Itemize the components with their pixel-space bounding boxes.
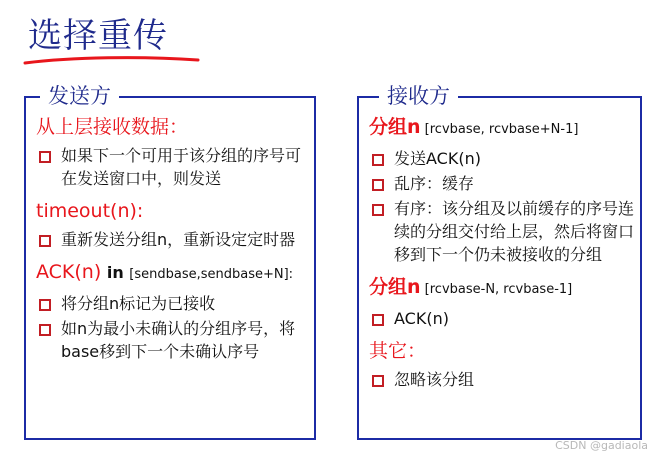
- prev-window-range: [rcvbase-N, rcvbase-1]: [420, 282, 573, 297]
- item-text: 发送ACK(n): [394, 149, 481, 168]
- packet-label: 分组n: [369, 116, 421, 138]
- square-bullet-icon: [372, 314, 384, 326]
- sender-head-from-upper: 从上层接收数据：: [36, 116, 189, 138]
- window-range: [rcvbase, rcvbase+N-1]: [420, 122, 579, 137]
- item-text: 忽略该分组: [394, 370, 475, 389]
- list-item: [369, 368, 634, 391]
- item-text: 重新发送分组n，重新设定定时器: [61, 230, 296, 249]
- item-text: ACK(n): [394, 309, 449, 328]
- receiver-head-prev-window: [369, 274, 634, 303]
- item-text: 有序：该分组及以前缓存的序号连续的分组交付给上层，然后将窗口移到下一个仍未被接收的分组: [394, 199, 635, 264]
- sender-panel: [24, 84, 316, 440]
- receiver-panel: [357, 84, 642, 440]
- item-text: 如n为最小未确认的分组序号，将base移到下一个未确认序号: [61, 319, 296, 361]
- list-item: [369, 172, 634, 195]
- list-item: [36, 317, 308, 363]
- receiver-head-other: 其它：: [369, 340, 427, 362]
- square-bullet-icon: [39, 151, 51, 163]
- sender-head-ack: [36, 259, 308, 288]
- packet-label: 分组n: [369, 276, 421, 298]
- list-item: [369, 307, 634, 330]
- ack-in: in: [101, 263, 130, 282]
- square-bullet-icon: [372, 179, 384, 191]
- ack-range: [sendbase,sendbase+N]:: [129, 267, 294, 282]
- sender-head-timeout: timeout(n):: [36, 200, 144, 222]
- list-item: [36, 228, 308, 251]
- sender-legend: 发送方: [40, 82, 119, 110]
- square-bullet-icon: [372, 204, 384, 216]
- list-item: [36, 144, 308, 190]
- receiver-legend: 接收方: [379, 82, 458, 110]
- square-bullet-icon: [39, 235, 51, 247]
- list-item: [369, 147, 634, 170]
- list-item: [369, 197, 634, 266]
- receiver-content: [369, 114, 634, 393]
- receiver-head-in-window: [369, 114, 634, 143]
- ack-label: ACK(n): [36, 261, 102, 283]
- watermark: CSDN @gadiaola: [555, 439, 648, 452]
- square-bullet-icon: [39, 324, 51, 336]
- title-underline: [22, 54, 202, 68]
- item-text: 将分组n标记为已接收: [61, 294, 216, 313]
- square-bullet-icon: [372, 375, 384, 387]
- square-bullet-icon: [372, 154, 384, 166]
- page-title: 选择重传: [28, 16, 168, 56]
- list-item: [36, 292, 308, 315]
- sender-content: [36, 114, 308, 365]
- item-text: 如果下一个可用于该分组的序号可在发送窗口中，则发送: [61, 146, 302, 188]
- square-bullet-icon: [39, 299, 51, 311]
- item-text: 乱序：缓存: [394, 174, 475, 193]
